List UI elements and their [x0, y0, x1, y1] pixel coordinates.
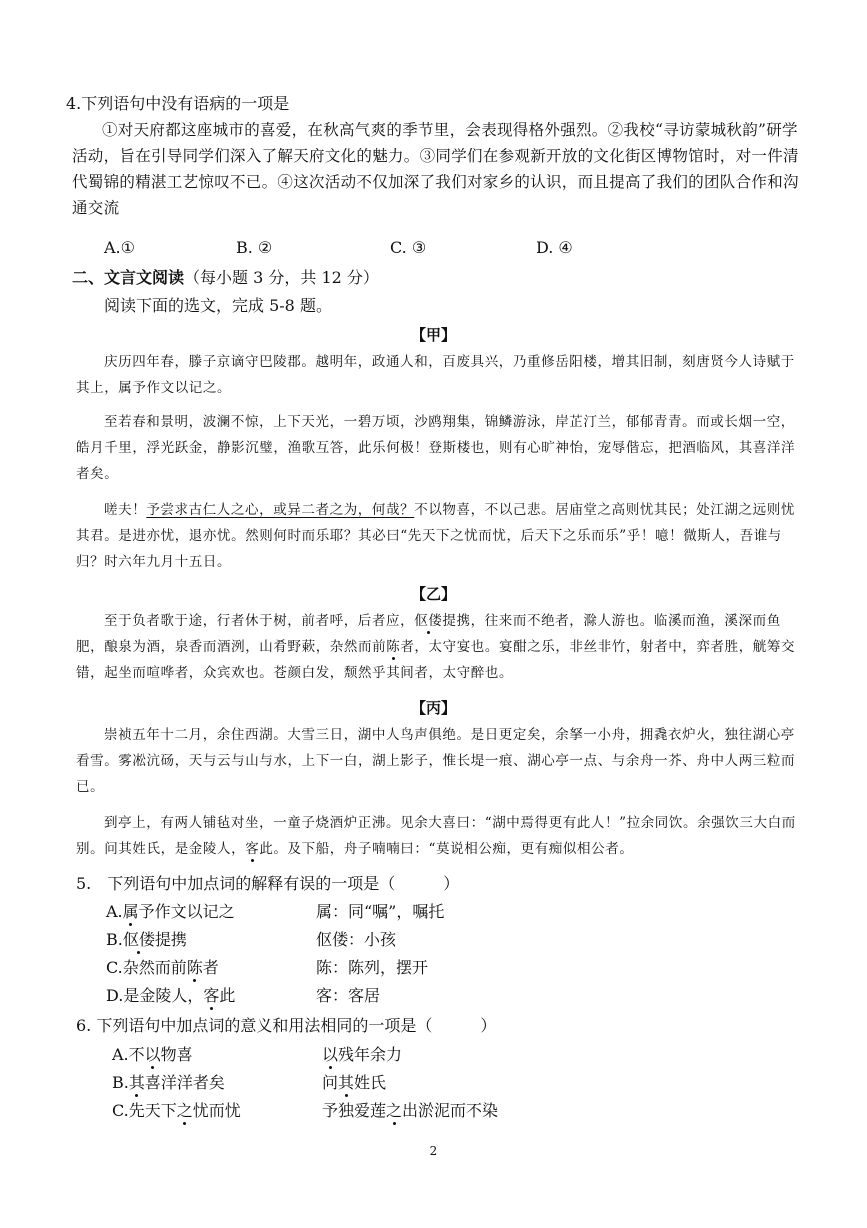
- q6-a-compare-text: 残年余力: [338, 1045, 403, 1064]
- section2-heading: [72, 266, 379, 290]
- yi-dotted-word-yulv: 伛偻: [414, 613, 443, 629]
- section2-note: （每小题 3 分，共 12 分）: [184, 268, 379, 287]
- page-number: 2: [429, 1144, 438, 1158]
- q5-c-dotted: 陈: [186, 958, 203, 977]
- q6-b-prefix: B.: [112, 1073, 129, 1092]
- yi-text: 者，太守宴也。宴酣之乐，非丝非竹，射者中，弈者胜，觥筹交错，起坐而喧哗者，众宾欢也。苍颜白发，颓然乎其间者，太守醉也。: [76, 639, 796, 681]
- q5-b-text: 提携: [154, 930, 187, 949]
- bing-para-2: [76, 810, 800, 862]
- q6-a-text: 物喜: [160, 1045, 193, 1064]
- q4-body: ①对天府都这座城市的喜爱，在秋高气爽的季节里，会表现得格外强烈。②我校“寻访蒙城秋韵”研学活动，旨在引导同学们深入了解天府文化的魅力。③同学们在参观新开放的文化街区博物馆时，对一件清代蜀锦的精湛工艺惊叹不已。④这次活动不仅加深了我们对家乡的认识，而且提高了我们的团队合作和沟通交流: [72, 121, 799, 217]
- q6-stem: 6. 下列语句中加点词的意义和用法相同的一项是（ ）: [76, 1016, 497, 1035]
- q5-b-dotted: 伛偻: [122, 930, 155, 949]
- bing-para-1: 崇祯五年十二月，余住西湖。大雪三日，湖中人鸟声俱绝。是日更定矣，余拏一小舟，拥毳衣炉火，独往湖心亭看雪。雾凇沆砀，天与云与山与水，上下一白，湖上影子，惟长堤一痕、湖心亭一点、与余舟一芥、舟中人两三粒而已。: [76, 727, 796, 795]
- jia-underlined-sentence: 予尝求古仁人之心，或异二者之为，何哉？: [146, 502, 415, 518]
- q6-b-compare-text: 姓氏: [354, 1073, 387, 1092]
- q5-a-explanation: 属：同“嘱”，嘱托: [316, 902, 445, 921]
- q5-d-explanation: 客：客居: [316, 986, 381, 1005]
- q6-c-text: 忧而忧: [192, 1101, 241, 1120]
- bing-text: 到亭上，有两人铺毡对坐，一童子烧酒炉正沸。见余大喜曰：“湖中焉得更有此人！”拉余同饮。余强饮三大白而别。问其姓氏，是金陵人，: [76, 815, 796, 857]
- q6-b-compare-prefix: 问: [322, 1073, 339, 1092]
- q6-c-compare-prefix: 予独爱莲: [322, 1101, 387, 1120]
- q5-a-text: 予作文以记之: [138, 902, 235, 921]
- jia-para-3: [76, 497, 800, 575]
- jia-para-1: 庆历四年春，滕子京谪守巴陵郡。越明年，政通人和，百废具兴，乃重修岳阳楼，增其旧制，刻唐贤今人诗赋于其上，属予作文以记之。: [76, 354, 795, 396]
- q5-c-explanation: 陈：陈列，摆开: [316, 958, 429, 977]
- q5-c-text: 者: [202, 958, 219, 977]
- yi-para-1: [76, 608, 800, 686]
- bing-text: 此。及下船，舟子喃喃曰：“莫说相公痴，更有痴似相公者。: [259, 841, 634, 857]
- q5-c-prefix: C.杂然而前: [106, 958, 187, 977]
- bing-dotted-word-ke: 客: [245, 841, 260, 857]
- q5-b-prefix: B.: [106, 930, 123, 949]
- section2-instruction: 阅读下面的选文，完成 5-8 题。: [104, 296, 332, 315]
- q6-c-dotted: 之: [176, 1101, 193, 1120]
- yi-dotted-word-chen: 陈: [386, 639, 401, 655]
- q5-b-explanation: 伛偻：小孩: [316, 930, 397, 949]
- q5-a-prefix: A.: [106, 902, 123, 921]
- bing-title: 【丙】: [410, 699, 456, 717]
- section2-title: 二、文言文阅读: [72, 268, 185, 287]
- q4-option-a[interactable]: A.①: [104, 238, 135, 257]
- q5-a-dotted: 属: [122, 902, 139, 921]
- q5-stem: 5. 下列语句中加点词的解释有误的一项是（ ）: [76, 874, 460, 893]
- q6-c-compare-text: 出淤泥而不染: [402, 1101, 499, 1120]
- q6-a-compare-dotted: 以: [322, 1045, 339, 1064]
- yi-title: 【乙】: [410, 585, 456, 603]
- q6-b-text: 喜洋洋者矣: [144, 1073, 225, 1092]
- q6-a-dotted: 以: [144, 1045, 161, 1064]
- q5-d-text: 此: [219, 986, 236, 1005]
- q6-c-prefix: C.先天下: [112, 1101, 177, 1120]
- q6-c-compare-dotted: 之: [386, 1101, 403, 1120]
- yi-text: 提携，往来而不绝者，滁人游也。临溪而渔，溪深而鱼肥，酿泉为酒，泉香而酒洌，山肴野蔌，杂然而前: [76, 613, 781, 655]
- q6-a-prefix: A.不: [112, 1045, 145, 1064]
- yi-text: 至于负者歌于途，行者休于树，前者呼，后者应，: [104, 613, 415, 629]
- jia-para-3-head: 嗟夫！: [104, 502, 147, 518]
- q4-options: [104, 236, 804, 260]
- q4-option-d[interactable]: D. ④: [536, 238, 573, 257]
- q5-d-prefix: D.是金陵人，: [106, 986, 204, 1005]
- jia-para-2: 至若春和景明，波澜不惊，上下天光，一碧万顷，沙鸥翔集，锦鳞游泳，岸芷汀兰，郁郁青青。而或长烟一空，皓月千里，浮光跃金，静影沉璧，渔歌互答，此乐何极！登斯楼也，则有心旷神怡，宠辱偕忘，把酒临风，其喜洋洋者矣。: [76, 414, 796, 482]
- jia-para-3-tail: 不以物喜，不以己悲。居庙堂之高则忧其民；处江湖之远则忧其君。是进亦忧，退亦忧。然则何时而乐耶？其必曰“先天下之忧而忧，后天下之乐而乐”乎！噫！微斯人，吾谁与归？时六年九月十五日。: [76, 502, 795, 570]
- q6-b-compare-dotted: 其: [338, 1073, 355, 1092]
- q5-d-dotted: 客: [203, 986, 220, 1005]
- q6-b-dotted: 其: [128, 1073, 145, 1092]
- q4-option-c[interactable]: C. ③: [390, 238, 427, 257]
- q4-option-b[interactable]: B. ②: [236, 238, 273, 257]
- jia-title: 【甲】: [410, 326, 456, 344]
- q4-stem: 4.下列语句中没有语病的一项是: [66, 94, 290, 113]
